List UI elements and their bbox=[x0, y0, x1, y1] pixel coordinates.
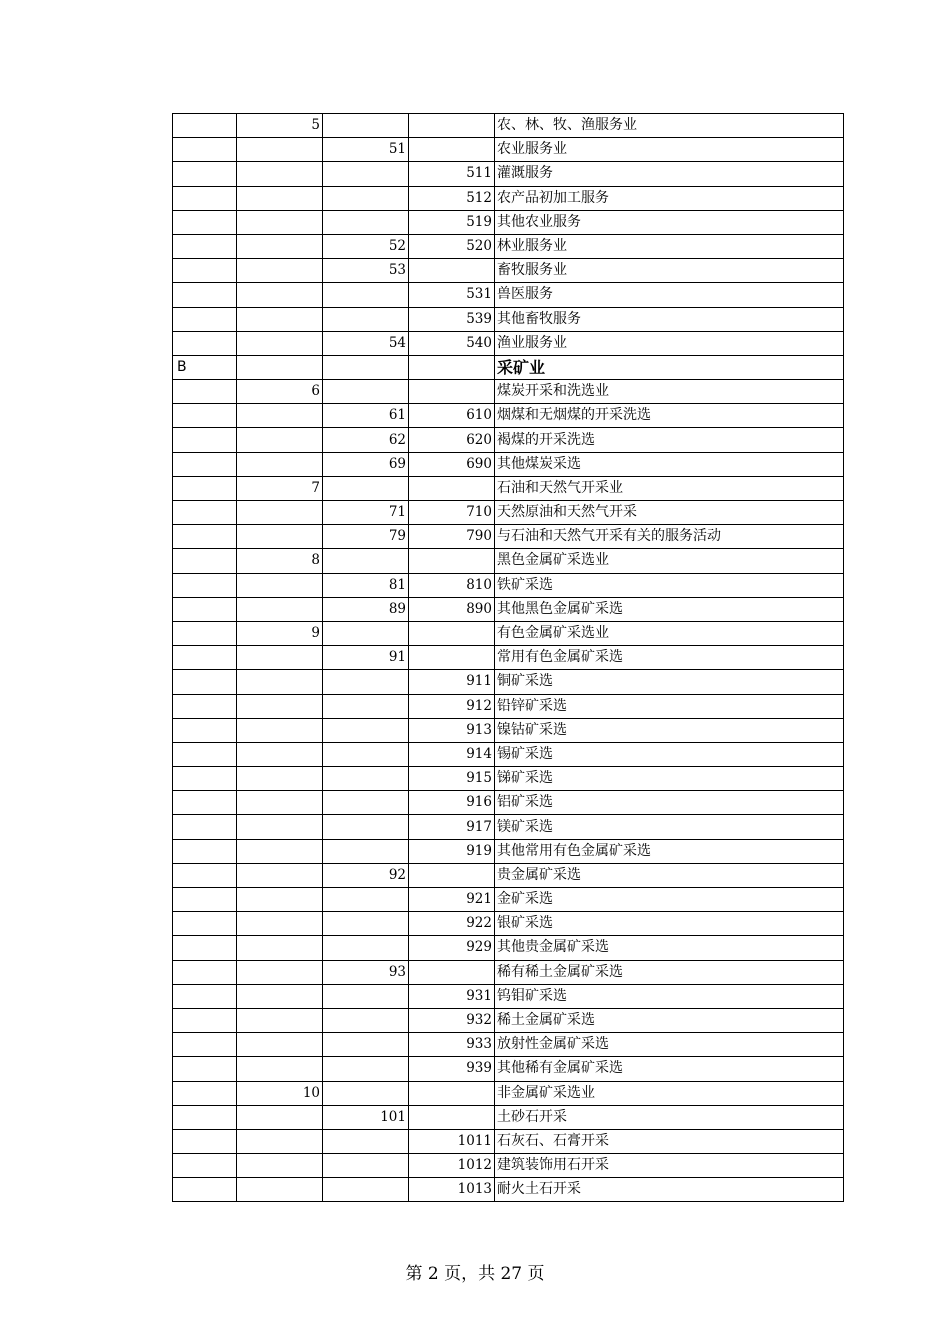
major-code-cell bbox=[237, 404, 323, 428]
section-code-cell bbox=[173, 1057, 237, 1081]
table-row bbox=[173, 912, 844, 936]
table-row bbox=[173, 646, 844, 670]
table-row bbox=[173, 767, 844, 791]
minor-code-cell: 921 bbox=[409, 888, 495, 912]
category-name-cell: 煤炭开采和洗选业 bbox=[495, 380, 844, 404]
category-name-cell: 石灰石、石膏开采 bbox=[495, 1129, 844, 1153]
mid-code-cell: 79 bbox=[323, 525, 409, 549]
section-code-cell bbox=[173, 549, 237, 573]
section-code-cell bbox=[173, 936, 237, 960]
minor-code-cell: 914 bbox=[409, 742, 495, 766]
major-code-cell bbox=[237, 331, 323, 355]
minor-code-cell bbox=[409, 114, 495, 138]
minor-code-cell: 520 bbox=[409, 234, 495, 258]
major-code-cell bbox=[237, 742, 323, 766]
category-name-cell: 与石油和天然气开采有关的服务活动 bbox=[495, 525, 844, 549]
minor-code-cell: 929 bbox=[409, 936, 495, 960]
section-code-cell bbox=[173, 888, 237, 912]
section-code-cell bbox=[173, 984, 237, 1008]
category-name-cell: 农业服务业 bbox=[495, 138, 844, 162]
major-code-cell bbox=[237, 186, 323, 210]
section-code-cell bbox=[173, 428, 237, 452]
table-row bbox=[173, 162, 844, 186]
major-code-cell bbox=[237, 1033, 323, 1057]
minor-code-cell bbox=[409, 646, 495, 670]
major-code-cell bbox=[237, 912, 323, 936]
category-name-cell: 铝矿采选 bbox=[495, 791, 844, 815]
table-row bbox=[173, 501, 844, 525]
table-row bbox=[173, 839, 844, 863]
major-code-cell bbox=[237, 960, 323, 984]
mid-code-cell: 89 bbox=[323, 597, 409, 621]
major-code-cell bbox=[237, 1178, 323, 1202]
minor-code-cell bbox=[409, 138, 495, 162]
mid-code-cell: 52 bbox=[323, 234, 409, 258]
table-body bbox=[173, 114, 844, 1202]
section-code-cell bbox=[173, 404, 237, 428]
table-row bbox=[173, 936, 844, 960]
category-name-cell: 金矿采选 bbox=[495, 888, 844, 912]
minor-code-cell: 620 bbox=[409, 428, 495, 452]
mid-code-cell bbox=[323, 984, 409, 1008]
minor-code-cell: 922 bbox=[409, 912, 495, 936]
minor-code-cell: 931 bbox=[409, 984, 495, 1008]
mid-code-cell: 93 bbox=[323, 960, 409, 984]
section-code-cell bbox=[173, 234, 237, 258]
table-row bbox=[173, 307, 844, 331]
table-row bbox=[173, 259, 844, 283]
section-code-cell bbox=[173, 501, 237, 525]
mid-code-cell bbox=[323, 912, 409, 936]
category-name-cell: 放射性金属矿采选 bbox=[495, 1033, 844, 1057]
mid-code-cell bbox=[323, 767, 409, 791]
category-name-cell: 采矿业 bbox=[495, 355, 844, 379]
category-name-cell: 镍钴矿采选 bbox=[495, 718, 844, 742]
minor-code-cell: 915 bbox=[409, 767, 495, 791]
section-code-cell bbox=[173, 1105, 237, 1129]
category-name-cell: 锑矿采选 bbox=[495, 767, 844, 791]
table-row bbox=[173, 573, 844, 597]
major-code-cell bbox=[237, 573, 323, 597]
page-footer: 第 2 页，共 27 页 bbox=[405, 1264, 545, 1284]
minor-code-cell: 1012 bbox=[409, 1154, 495, 1178]
table-row bbox=[173, 984, 844, 1008]
category-name-cell: 锡矿采选 bbox=[495, 742, 844, 766]
table-row bbox=[173, 694, 844, 718]
mid-code-cell bbox=[323, 839, 409, 863]
mid-code-cell bbox=[323, 1081, 409, 1105]
mid-code-cell bbox=[323, 283, 409, 307]
section-code-cell bbox=[173, 960, 237, 984]
table-row bbox=[173, 380, 844, 404]
section-code-cell bbox=[173, 694, 237, 718]
minor-code-cell: 1013 bbox=[409, 1178, 495, 1202]
minor-code-cell bbox=[409, 549, 495, 573]
mid-code-cell bbox=[323, 888, 409, 912]
minor-code-cell: 919 bbox=[409, 839, 495, 863]
mid-code-cell bbox=[323, 1129, 409, 1153]
section-code-cell bbox=[173, 138, 237, 162]
mid-code-cell bbox=[323, 476, 409, 500]
section-code-cell bbox=[173, 815, 237, 839]
category-name-cell: 其他黑色金属矿采选 bbox=[495, 597, 844, 621]
category-name-cell: 贵金属矿采选 bbox=[495, 863, 844, 887]
major-code-cell bbox=[237, 936, 323, 960]
minor-code-cell: 913 bbox=[409, 718, 495, 742]
minor-code-cell bbox=[409, 259, 495, 283]
minor-code-cell: 512 bbox=[409, 186, 495, 210]
table-row bbox=[173, 1178, 844, 1202]
section-code-cell bbox=[173, 476, 237, 500]
category-name-cell: 有色金属矿采选业 bbox=[495, 621, 844, 645]
mid-code-cell bbox=[323, 742, 409, 766]
minor-code-cell: 939 bbox=[409, 1057, 495, 1081]
section-code-cell bbox=[173, 380, 237, 404]
minor-code-cell: 933 bbox=[409, 1033, 495, 1057]
major-code-cell bbox=[237, 646, 323, 670]
category-name-cell: 其他稀有金属矿采选 bbox=[495, 1057, 844, 1081]
category-name-cell: 畜牧服务业 bbox=[495, 259, 844, 283]
table-row bbox=[173, 355, 844, 379]
major-code-cell bbox=[237, 501, 323, 525]
major-code-cell bbox=[237, 307, 323, 331]
section-code-cell bbox=[173, 718, 237, 742]
major-code-cell bbox=[237, 1129, 323, 1153]
mid-code-cell: 101 bbox=[323, 1105, 409, 1129]
minor-code-cell bbox=[409, 1081, 495, 1105]
category-name-cell: 林业服务业 bbox=[495, 234, 844, 258]
minor-code-cell bbox=[409, 355, 495, 379]
section-code-cell bbox=[173, 1008, 237, 1032]
mid-code-cell bbox=[323, 186, 409, 210]
mid-code-cell bbox=[323, 718, 409, 742]
section-code-cell bbox=[173, 307, 237, 331]
major-code-cell: 6 bbox=[237, 380, 323, 404]
table-row bbox=[173, 404, 844, 428]
table-row bbox=[173, 549, 844, 573]
table-row bbox=[173, 525, 844, 549]
minor-code-cell bbox=[409, 863, 495, 887]
section-code-cell bbox=[173, 1178, 237, 1202]
section-code-cell bbox=[173, 162, 237, 186]
section-code-cell bbox=[173, 259, 237, 283]
category-name-cell: 非金属矿采选业 bbox=[495, 1081, 844, 1105]
table-row bbox=[173, 718, 844, 742]
mid-code-cell: 61 bbox=[323, 404, 409, 428]
mid-code-cell: 51 bbox=[323, 138, 409, 162]
table-row bbox=[173, 597, 844, 621]
section-code-cell bbox=[173, 1129, 237, 1153]
minor-code-cell: 710 bbox=[409, 501, 495, 525]
category-name-cell: 黑色金属矿采选业 bbox=[495, 549, 844, 573]
mid-code-cell: 91 bbox=[323, 646, 409, 670]
minor-code-cell: 932 bbox=[409, 1008, 495, 1032]
section-code-cell bbox=[173, 791, 237, 815]
category-name-cell: 天然原油和天然气开采 bbox=[495, 501, 844, 525]
minor-code-cell bbox=[409, 476, 495, 500]
mid-code-cell: 62 bbox=[323, 428, 409, 452]
minor-code-cell: 810 bbox=[409, 573, 495, 597]
category-name-cell: 灌溉服务 bbox=[495, 162, 844, 186]
mid-code-cell bbox=[323, 815, 409, 839]
table-row bbox=[173, 234, 844, 258]
major-code-cell bbox=[237, 259, 323, 283]
category-name-cell: 农产品初加工服务 bbox=[495, 186, 844, 210]
mid-code-cell bbox=[323, 694, 409, 718]
major-code-cell bbox=[237, 210, 323, 234]
table-row bbox=[173, 452, 844, 476]
section-code-cell bbox=[173, 863, 237, 887]
section-code-cell: B bbox=[173, 355, 237, 379]
major-code-cell bbox=[237, 791, 323, 815]
table-row bbox=[173, 428, 844, 452]
minor-code-cell: 519 bbox=[409, 210, 495, 234]
category-name-cell: 镁矿采选 bbox=[495, 815, 844, 839]
category-name-cell: 其他煤炭采选 bbox=[495, 452, 844, 476]
mid-code-cell bbox=[323, 1033, 409, 1057]
minor-code-cell bbox=[409, 1105, 495, 1129]
table-row bbox=[173, 210, 844, 234]
major-code-cell: 5 bbox=[237, 114, 323, 138]
table-row bbox=[173, 863, 844, 887]
minor-code-cell: 916 bbox=[409, 791, 495, 815]
mid-code-cell bbox=[323, 791, 409, 815]
major-code-cell bbox=[237, 815, 323, 839]
major-code-cell bbox=[237, 670, 323, 694]
section-code-cell bbox=[173, 621, 237, 645]
minor-code-cell: 539 bbox=[409, 307, 495, 331]
section-code-cell bbox=[173, 742, 237, 766]
minor-code-cell: 890 bbox=[409, 597, 495, 621]
table-row bbox=[173, 1154, 844, 1178]
mid-code-cell bbox=[323, 1008, 409, 1032]
table-row bbox=[173, 1105, 844, 1129]
section-code-cell bbox=[173, 186, 237, 210]
category-name-cell: 其他畜牧服务 bbox=[495, 307, 844, 331]
mid-code-cell bbox=[323, 355, 409, 379]
category-name-cell: 石油和天然气开采业 bbox=[495, 476, 844, 500]
mid-code-cell bbox=[323, 936, 409, 960]
mid-code-cell bbox=[323, 307, 409, 331]
mid-code-cell bbox=[323, 670, 409, 694]
table-row bbox=[173, 138, 844, 162]
minor-code-cell: 1011 bbox=[409, 1129, 495, 1153]
category-name-cell: 兽医服务 bbox=[495, 283, 844, 307]
minor-code-cell: 912 bbox=[409, 694, 495, 718]
major-code-cell bbox=[237, 1057, 323, 1081]
minor-code-cell bbox=[409, 621, 495, 645]
major-code-cell bbox=[237, 1105, 323, 1129]
major-code-cell: 8 bbox=[237, 549, 323, 573]
mid-code-cell bbox=[323, 1178, 409, 1202]
major-code-cell bbox=[237, 452, 323, 476]
category-name-cell: 铜矿采选 bbox=[495, 670, 844, 694]
major-code-cell bbox=[237, 888, 323, 912]
major-code-cell bbox=[237, 984, 323, 1008]
table-row bbox=[173, 791, 844, 815]
category-name-cell: 烟煤和无烟煤的开采洗选 bbox=[495, 404, 844, 428]
mid-code-cell: 81 bbox=[323, 573, 409, 597]
section-code-cell bbox=[173, 452, 237, 476]
mid-code-cell bbox=[323, 1154, 409, 1178]
minor-code-cell: 531 bbox=[409, 283, 495, 307]
mid-code-cell bbox=[323, 380, 409, 404]
mid-code-cell: 71 bbox=[323, 501, 409, 525]
section-code-cell bbox=[173, 1154, 237, 1178]
section-code-cell bbox=[173, 1033, 237, 1057]
category-name-cell: 银矿采选 bbox=[495, 912, 844, 936]
section-code-cell bbox=[173, 912, 237, 936]
minor-code-cell bbox=[409, 960, 495, 984]
major-code-cell bbox=[237, 839, 323, 863]
mid-code-cell bbox=[323, 210, 409, 234]
major-code-cell bbox=[237, 234, 323, 258]
table-row bbox=[173, 186, 844, 210]
table-row bbox=[173, 670, 844, 694]
table-row bbox=[173, 331, 844, 355]
category-name-cell: 铅锌矿采选 bbox=[495, 694, 844, 718]
minor-code-cell bbox=[409, 380, 495, 404]
mid-code-cell bbox=[323, 1057, 409, 1081]
category-name-cell: 其他常用有色金属矿采选 bbox=[495, 839, 844, 863]
major-code-cell bbox=[237, 767, 323, 791]
major-code-cell bbox=[237, 525, 323, 549]
section-code-cell bbox=[173, 210, 237, 234]
major-code-cell bbox=[237, 694, 323, 718]
category-name-cell: 铁矿采选 bbox=[495, 573, 844, 597]
table-row bbox=[173, 1033, 844, 1057]
section-code-cell bbox=[173, 670, 237, 694]
section-code-cell bbox=[173, 525, 237, 549]
section-code-cell bbox=[173, 1081, 237, 1105]
major-code-cell bbox=[237, 1008, 323, 1032]
section-code-cell bbox=[173, 839, 237, 863]
category-name-cell: 褐煤的开采洗选 bbox=[495, 428, 844, 452]
mid-code-cell bbox=[323, 114, 409, 138]
minor-code-cell: 540 bbox=[409, 331, 495, 355]
minor-code-cell: 690 bbox=[409, 452, 495, 476]
category-name-cell: 其他贵金属矿采选 bbox=[495, 936, 844, 960]
section-code-cell bbox=[173, 331, 237, 355]
category-name-cell: 钨钼矿采选 bbox=[495, 984, 844, 1008]
table-row bbox=[173, 888, 844, 912]
category-name-cell: 渔业服务业 bbox=[495, 331, 844, 355]
section-code-cell bbox=[173, 114, 237, 138]
category-name-cell: 农、林、牧、渔服务业 bbox=[495, 114, 844, 138]
category-name-cell: 耐火土石开采 bbox=[495, 1178, 844, 1202]
classification-table-container bbox=[172, 113, 843, 1202]
category-name-cell: 稀有稀土金属矿采选 bbox=[495, 960, 844, 984]
mid-code-cell: 53 bbox=[323, 259, 409, 283]
minor-code-cell: 917 bbox=[409, 815, 495, 839]
table-row bbox=[173, 742, 844, 766]
minor-code-cell: 911 bbox=[409, 670, 495, 694]
category-name-cell: 常用有色金属矿采选 bbox=[495, 646, 844, 670]
table-row bbox=[173, 1008, 844, 1032]
mid-code-cell: 92 bbox=[323, 863, 409, 887]
major-code-cell: 9 bbox=[237, 621, 323, 645]
mid-code-cell bbox=[323, 549, 409, 573]
major-code-cell: 10 bbox=[237, 1081, 323, 1105]
major-code-cell bbox=[237, 283, 323, 307]
major-code-cell bbox=[237, 138, 323, 162]
table-row bbox=[173, 1057, 844, 1081]
mid-code-cell bbox=[323, 621, 409, 645]
major-code-cell bbox=[237, 863, 323, 887]
minor-code-cell: 511 bbox=[409, 162, 495, 186]
category-name-cell: 其他农业服务 bbox=[495, 210, 844, 234]
section-code-cell bbox=[173, 573, 237, 597]
section-code-cell bbox=[173, 597, 237, 621]
section-code-cell bbox=[173, 767, 237, 791]
table-row bbox=[173, 960, 844, 984]
category-name-cell: 建筑装饰用石开采 bbox=[495, 1154, 844, 1178]
section-code-cell bbox=[173, 646, 237, 670]
minor-code-cell: 610 bbox=[409, 404, 495, 428]
section-code-cell bbox=[173, 283, 237, 307]
table-row bbox=[173, 114, 844, 138]
major-code-cell bbox=[237, 718, 323, 742]
major-code-cell bbox=[237, 162, 323, 186]
major-code-cell: 7 bbox=[237, 476, 323, 500]
table-row bbox=[173, 621, 844, 645]
mid-code-cell bbox=[323, 162, 409, 186]
mid-code-cell: 54 bbox=[323, 331, 409, 355]
table-row bbox=[173, 283, 844, 307]
minor-code-cell: 790 bbox=[409, 525, 495, 549]
table-row bbox=[173, 815, 844, 839]
industry-classification-table bbox=[172, 113, 844, 1202]
major-code-cell bbox=[237, 1154, 323, 1178]
table-row bbox=[173, 1081, 844, 1105]
category-name-cell: 稀土金属矿采选 bbox=[495, 1008, 844, 1032]
mid-code-cell: 69 bbox=[323, 452, 409, 476]
major-code-cell bbox=[237, 428, 323, 452]
major-code-cell bbox=[237, 355, 323, 379]
table-row bbox=[173, 1129, 844, 1153]
category-name-cell: 土砂石开采 bbox=[495, 1105, 844, 1129]
table-row bbox=[173, 476, 844, 500]
major-code-cell bbox=[237, 597, 323, 621]
